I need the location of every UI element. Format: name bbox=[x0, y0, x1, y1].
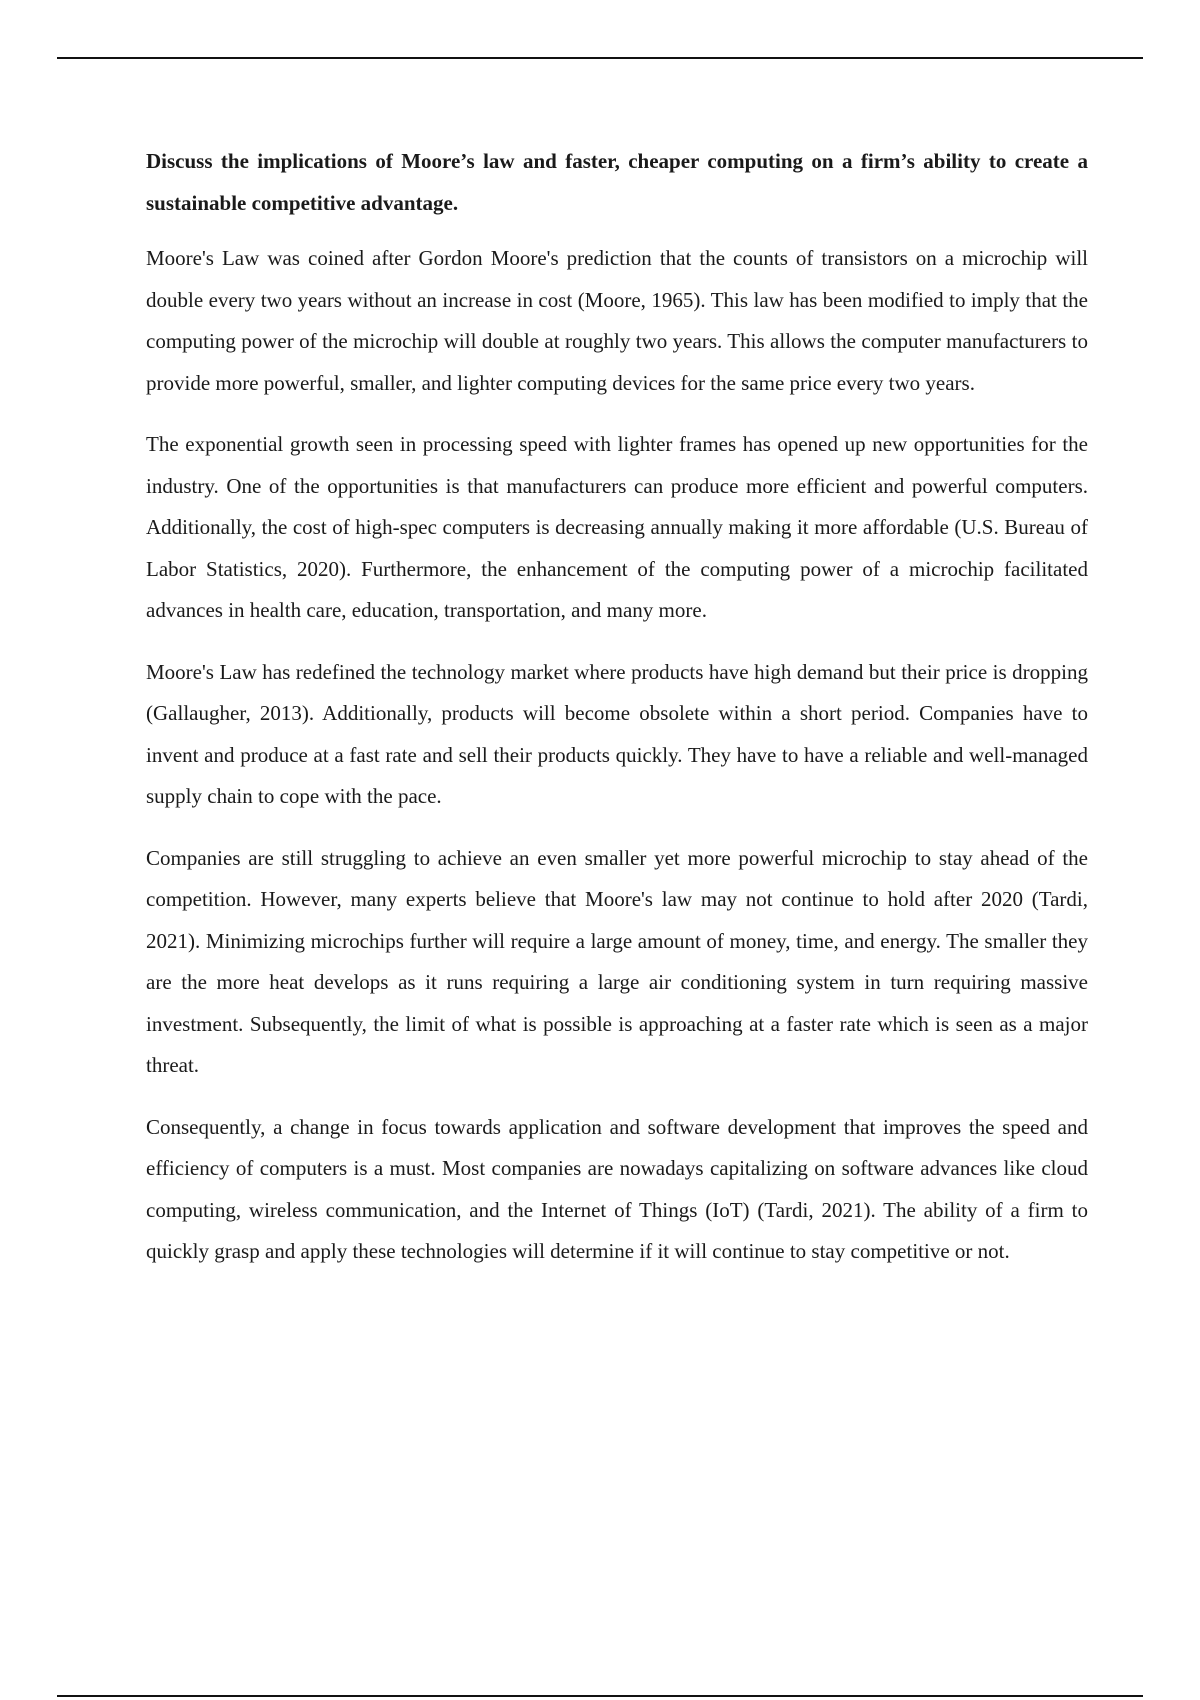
document-body bbox=[146, 140, 1088, 1293]
paragraph-conclusion: Consequently, a change in focus towards application and software development that improves the speed and efficiency of computers is a must. Most companies are nowadays capitalizing on software advances like cloud computing, wireless communication, and the Internet of Things (IoT) (Tardi, 2021). The ability of a firm to quickly grasp and apply these technologies will determine if it will continue to stay competitive or not. bbox=[146, 1114, 1088, 1263]
paragraph-opportunities: The exponential growth seen in processing speed with lighter frames has opened up new opportunities for the industry. One of the opportunities is that manufacturers can produce more efficient and powerful computers. Additionally, the cost of high-spec computers is decreasing annually making it more affordable (U.S. Bureau of Labor Statistics, 2020). Furthermore, the enhancement of the computing power of a microchip facilitated advances in health care, education, transportation, and many more. bbox=[146, 432, 1088, 622]
paragraph-market-impact: Moore's Law has redefined the technology market where products have high demand but their price is dropping (Gallaugher, 2013). Additionally, products will become obsolete within a short period. Companies have to invent and produce at a fast rate and sell their products quickly. They have to have a reliable and well-managed supply chain to cope with the pace. bbox=[146, 659, 1088, 808]
paragraph-challenges: Companies are still struggling to achieve an even smaller yet more powerful microchip to stay ahead of the competition. However, many experts believe that Moore's law may not continue to hold after 2020 (Tardi, 2021). Minimizing microchips further will require a large amount of money, time, and energy. The smaller they are the more heat develops as it runs requiring a large air conditioning system in turn requiring massive investment. Subsequently, the limit of what is possible is approaching at a faster rate which is seen as a major threat. bbox=[146, 845, 1088, 1077]
paragraph-moores-law-definition: Moore's Law was coined after Gordon Moore's prediction that the counts of transistors on a microchip will double every two years without an increase in cost (Moore, 1965). This law has been modified to imply that the computing power of the microchip will double at roughly two years. This allows the computer manufacturers to provide more powerful, smaller, and lighter computing devices for the same price every two years. bbox=[146, 246, 1088, 395]
question-heading: Discuss the implications of Moore’s law and faster, cheaper computing on a firm’s ability to create a sustainable competitive advantage. bbox=[146, 149, 1088, 215]
bottom-rule bbox=[57, 1695, 1143, 1697]
top-rule bbox=[57, 57, 1143, 59]
